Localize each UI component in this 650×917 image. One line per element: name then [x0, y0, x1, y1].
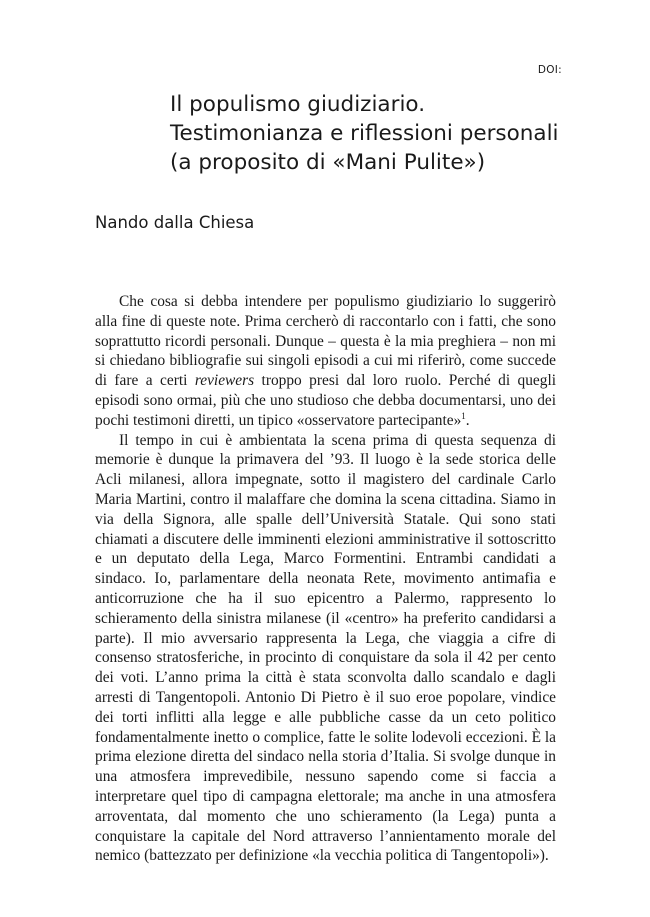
article-body — [95, 292, 556, 866]
paragraph-text: Che cosa si debba intendere per populismo giudiziario lo suggerirò alla fine di queste note. Prima cercherò di raccontarlo con i fatti, che sono soprattutto ricordi personali. Dunque – questa è la mia preghiera – non mi si chiedano bibliografie sui singoli episodi a cui mi riferirò, come succede di fare a certi — [95, 293, 556, 390]
paragraph-text: troppo presi dal loro ruolo. Perché di quegli episodi sono ormai, più che uno studioso che debba documentarsi, uno dei pochi testimoni diretti, un tipico «osservatore partecipante» — [95, 372, 557, 429]
paragraph-text: . — [465, 411, 470, 429]
title-line: (a proposito di «Mani Pulite») — [170, 150, 486, 175]
author-name: Nando dalla Chiesa — [95, 213, 255, 232]
paragraph-1 — [95, 292, 556, 431]
title-line: Il populismo giudiziario. — [170, 92, 426, 117]
article-title — [170, 90, 590, 177]
italic-term: reviewers — [194, 372, 255, 390]
footnote-marker[interactable]: 1 — [461, 410, 466, 421]
title-line: Testimonianza e riflessioni personali — [170, 121, 559, 146]
paragraph-2: Il tempo in cui è ambientata la scena prima di questa sequenza di memorie è dunque la primavera del ’93. Il luogo è la sede storica delle Acli milanesi, allora impegnate, sotto il magistero del cardinale Carlo Maria Martini, contro il malaffare che domina la scena cittadina. Siamo in via della Signora, alle spalle dell’Università Statale. Qui sono stati chiamati a discutere delle imminenti elezioni amministrative il sottoscritto e un deputato della Lega, Marco Formentini. Entrambi candidati a sindaco. Io, parlamentare della neonata Rete, movimento antimafia e anticorruzione che ha il suo epicentro a Palermo, rappresento lo schieramento della sinistra milanese (il «centro» ha preferito candidarsi a parte). Il mio avversario rappresenta la Lega, che viaggia a cifre di consenso stratosferiche, in procinto di conquistare da sola il 42 per cento dei voti. L’anno prima la città è stata sconvolta dallo scandalo e dagli arresti di Tangentopoli. Antonio Di Pietro è il suo eroe popolare, vindice dei torti inflitti alla legge e alle pubbliche casse da un ceto politico fondamentalmente inetto o complice, fatte le solite lodevoli eccezioni. È la prima elezione diretta del sindaco nella storia d’Italia. Si svolge dunque in una atmosfera imprevedibile, nessuno sapendo come si faccia a interpretare quel tipo di campagna elettorale; ma anche in una atmosfera arroventata, dal momento che uno schieramento (la Lega) punta a conquistare la capitale del Nord attraverso l’annientamento morale del nemico (battezzato per definizione «la vecchia politica di Tangentopoli»). — [95, 431, 556, 865]
doi-label: DOI: — [537, 64, 562, 76]
